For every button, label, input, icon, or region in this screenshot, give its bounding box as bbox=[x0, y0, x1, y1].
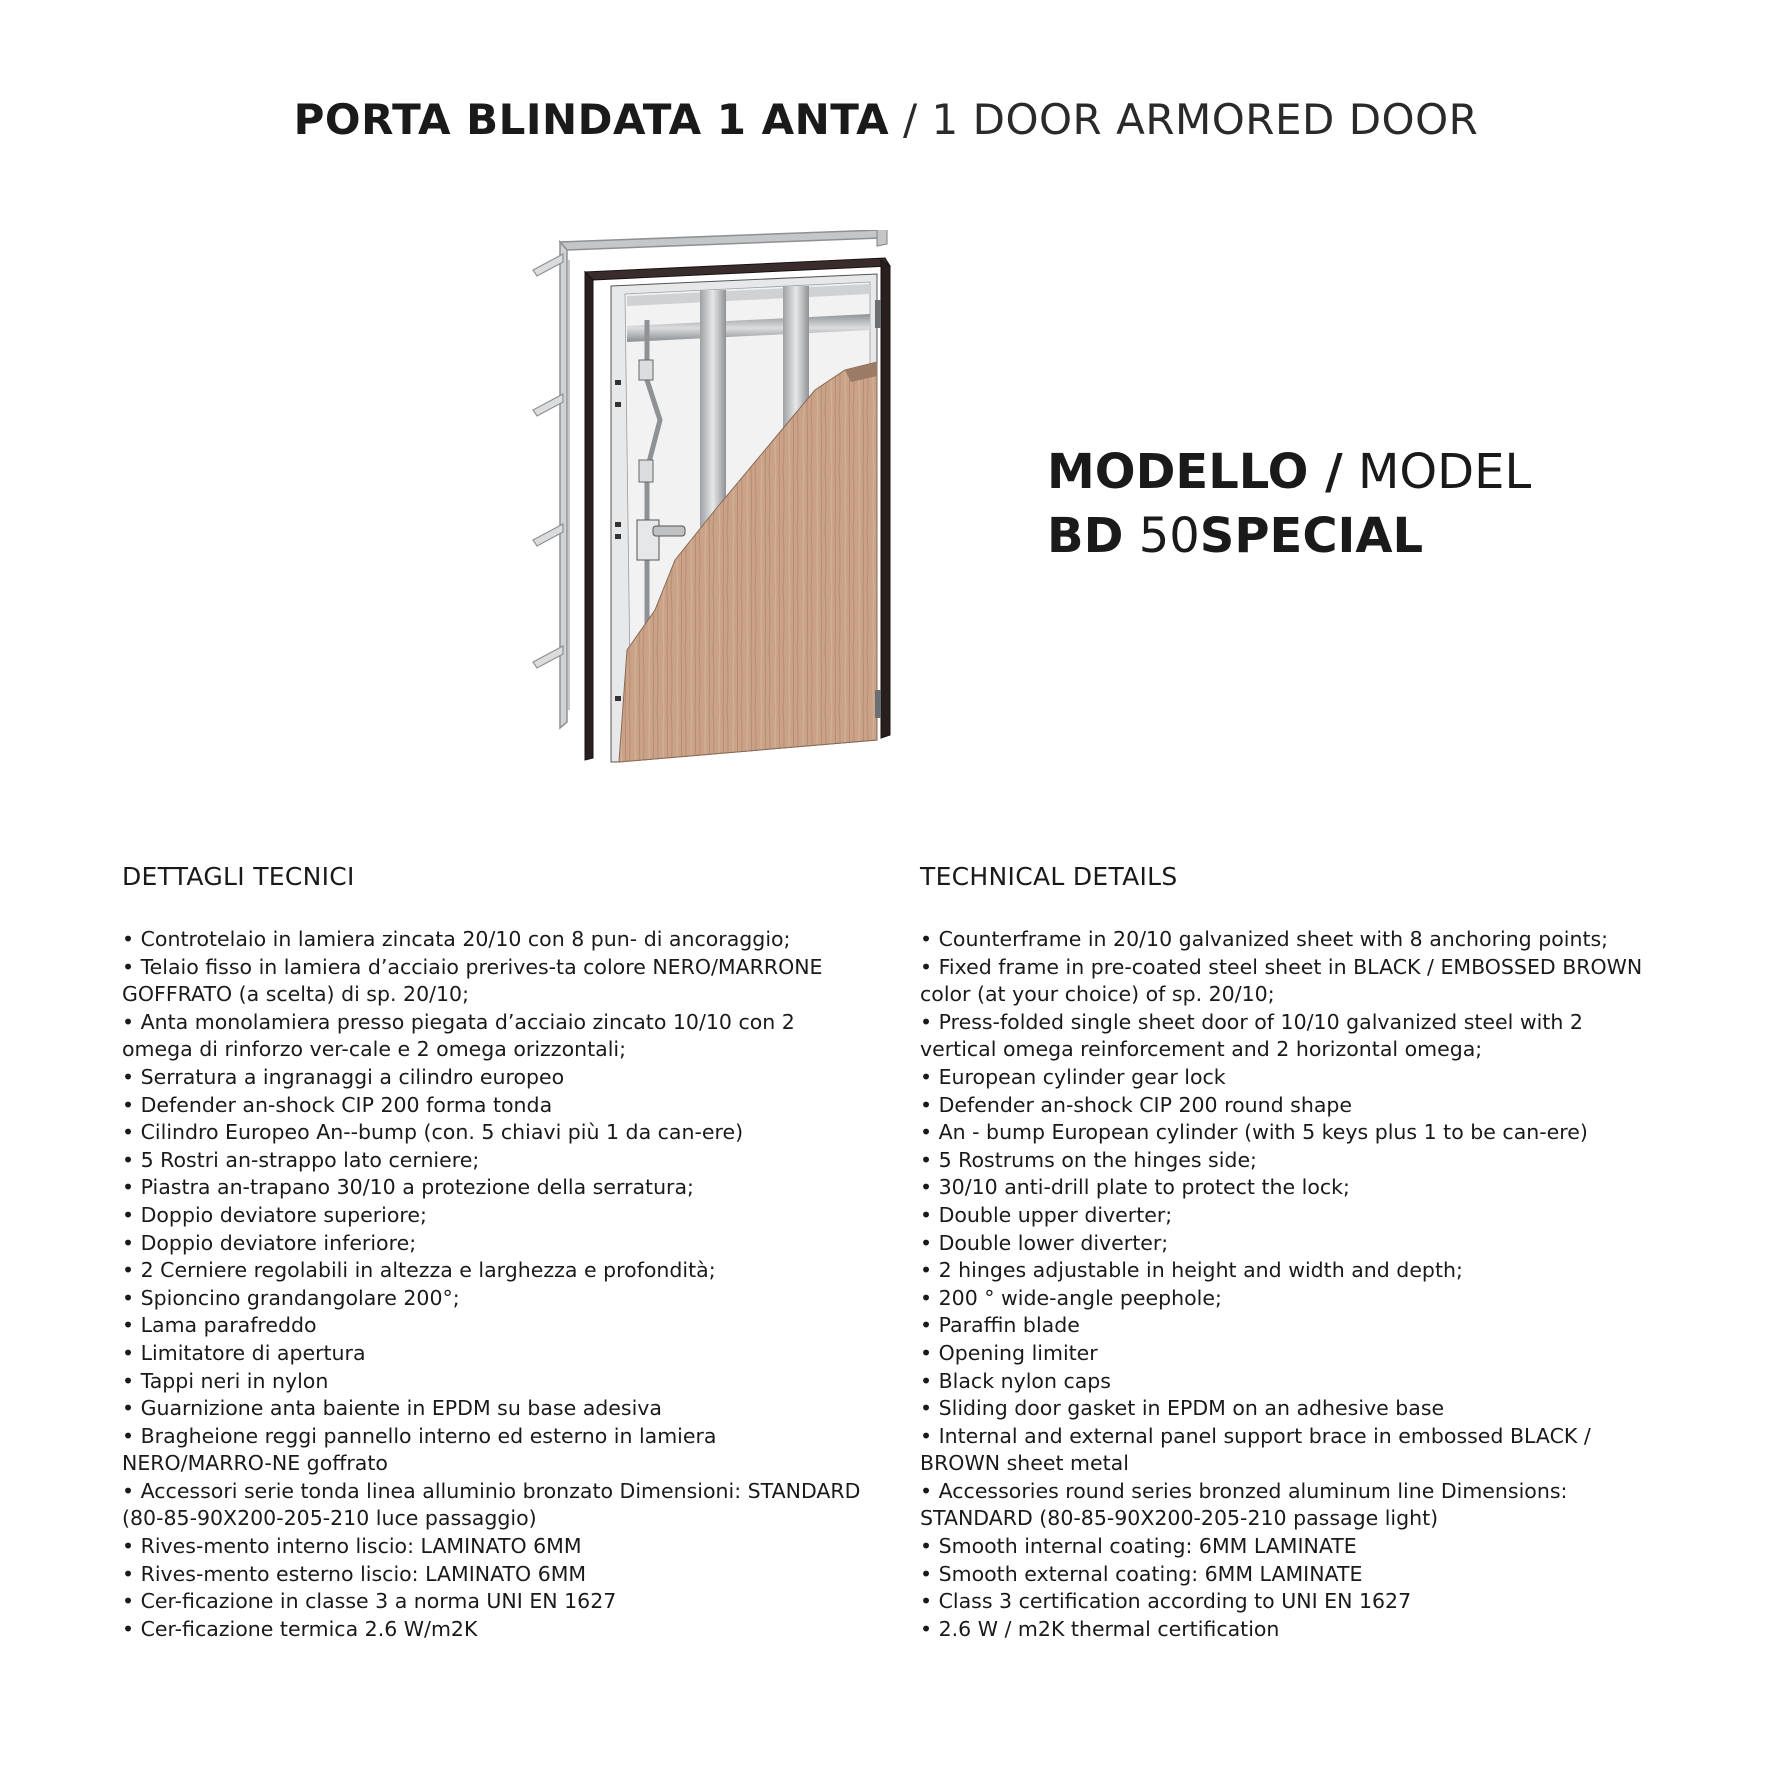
door-illustration bbox=[515, 230, 915, 770]
title-separator: / bbox=[903, 95, 918, 144]
list-item: • Limitatore di apertura bbox=[122, 1340, 366, 1365]
section-heading-english: TECHNICAL DETAILS bbox=[920, 862, 1178, 891]
title-english: 1 DOOR ARMORED DOOR bbox=[931, 95, 1479, 144]
list-item: • Opening limiter bbox=[920, 1340, 1098, 1365]
list-item: • Telaio fisso in lamiera d’acciaio prerives-ta colore NERO/MARRONE GOFFRATO (a scelta) di sp. 20/10; bbox=[122, 954, 823, 1007]
list-item: • Cer-ficazione termica 2.6 W/m2K bbox=[122, 1616, 478, 1641]
list-item: • Black nylon caps bbox=[920, 1368, 1111, 1393]
list-item: • Counterframe in 20/10 galvanized sheet with 8 anchoring points; bbox=[920, 927, 1609, 951]
list-item: • Spioncino grandangolare 200°; bbox=[122, 1285, 460, 1310]
list-item: • Rives-mento interno liscio: LAMINATO 6MM bbox=[122, 1534, 582, 1559]
title-italian: PORTA BLINDATA 1 ANTA bbox=[293, 95, 890, 144]
list-item: • Double upper diverter; bbox=[920, 1202, 1173, 1227]
details-list-english bbox=[920, 926, 1650, 1643]
list-item: • Accessories round series bronzed aluminum line Dimensions: STANDARD (80-85-90X200-205-210 passage light) bbox=[920, 1478, 1568, 1531]
list-item: • 5 Rostrums on the hinges side; bbox=[920, 1147, 1257, 1172]
list-item: • Anta monolamiera presso piegata d’acciaio zincato 10/10 con 2 omega di rinforzo ver-cale e 2 omega orizzontali; bbox=[122, 1009, 795, 1062]
list-item: • 5 Rostri an-strappo lato cerniere; bbox=[122, 1147, 480, 1172]
list-item: • Cilindro Europeo An--bump (con. 5 chiavi più 1 da can-ere) bbox=[122, 1120, 744, 1145]
list-item: • 2 Cerniere regolabili in altezza e larghezza e profondità; bbox=[122, 1258, 716, 1283]
list-item: • Doppio deviatore superiore; bbox=[122, 1202, 427, 1227]
details-list-italian bbox=[122, 926, 862, 1643]
model-label bbox=[1047, 440, 1531, 504]
list-item: • Internal and external panel support brace in embossed BLACK / BROWN sheet metal bbox=[920, 1423, 1591, 1476]
model-label-italian: MODELLO / bbox=[1047, 444, 1343, 500]
model-name-number: 50 bbox=[1138, 508, 1200, 564]
list-item: • Guarnizione anta baiente in EPDM su base adesiva bbox=[122, 1396, 662, 1421]
model-name-prefix: BD bbox=[1047, 508, 1124, 564]
list-item: • An - bump European cylinder (with 5 keys plus 1 to be can-ere) bbox=[920, 1120, 1588, 1145]
technical-details-english bbox=[920, 862, 1650, 1643]
list-item: • Smooth internal coating: 6MM LAMINATE bbox=[920, 1534, 1357, 1559]
list-item: • Piastra an-trapano 30/10 a protezione della serratura; bbox=[122, 1175, 694, 1200]
list-item: • 2.6 W / m2K thermal certification bbox=[920, 1616, 1280, 1641]
list-item: • 200 ° wide-angle peephole; bbox=[920, 1285, 1222, 1310]
section-heading-italian: DETTAGLI TECNICI bbox=[122, 862, 355, 891]
list-item: • 30/10 anti-drill plate to protect the lock; bbox=[920, 1175, 1350, 1200]
list-item: • Accessori serie tonda linea alluminio bronzato Dimensioni: STANDARD (80-85-90X200-205-210 luce passaggio) bbox=[122, 1478, 861, 1531]
list-item: • European cylinder gear lock bbox=[920, 1064, 1226, 1089]
model-label-english: MODEL bbox=[1357, 444, 1532, 500]
list-item: • Paraffin blade bbox=[920, 1313, 1080, 1338]
model-name bbox=[1047, 504, 1531, 568]
model-block bbox=[1047, 440, 1531, 568]
list-item: • Fixed frame in pre-coated steel sheet in BLACK / EMBOSSED BROWN color (at your choice) of sp. 20/10; bbox=[920, 954, 1643, 1007]
list-item: • Press-folded single sheet door of 10/10 galvanized steel with 2 vertical omega reinforcement and 2 horizontal omega; bbox=[920, 1009, 1583, 1062]
list-item: • Doppio deviatore inferiore; bbox=[122, 1230, 417, 1255]
page-title bbox=[0, 96, 1772, 144]
list-item: • Double lower diverter; bbox=[920, 1230, 1169, 1255]
list-item: • Defender an-shock CIP 200 round shape bbox=[920, 1092, 1353, 1117]
technical-details-italian bbox=[122, 862, 862, 1643]
list-item: • Rives-mento esterno liscio: LAMINATO 6MM bbox=[122, 1561, 587, 1586]
door-leaf bbox=[611, 274, 881, 762]
list-item: • Bragheione reggi pannello interno ed esterno in lamiera NERO/MARRO-NE goffrato bbox=[122, 1423, 717, 1476]
list-item: • Sliding door gasket in EPDM on an adhesive base bbox=[920, 1396, 1445, 1421]
list-item: • 2 hinges adjustable in height and width and depth; bbox=[920, 1258, 1463, 1283]
list-item: • Smooth external coating: 6MM LAMINATE bbox=[920, 1561, 1363, 1586]
model-name-suffix: SPECIAL bbox=[1199, 508, 1424, 564]
list-item: • Cer-ficazione in classe 3 a norma UNI EN 1627 bbox=[122, 1589, 617, 1614]
list-item: • Serratura a ingranaggi a cilindro europeo bbox=[122, 1064, 565, 1089]
list-item: • Defender an-shock CIP 200 forma tonda bbox=[122, 1092, 553, 1117]
list-item: • Class 3 certification according to UNI EN 1627 bbox=[920, 1589, 1412, 1614]
list-item: • Lama parafreddo bbox=[122, 1313, 317, 1338]
list-item: • Controtelaio in lamiera zincata 20/10 con 8 pun- di ancoraggio; bbox=[122, 927, 791, 951]
list-item: • Tappi neri in nylon bbox=[122, 1368, 329, 1393]
